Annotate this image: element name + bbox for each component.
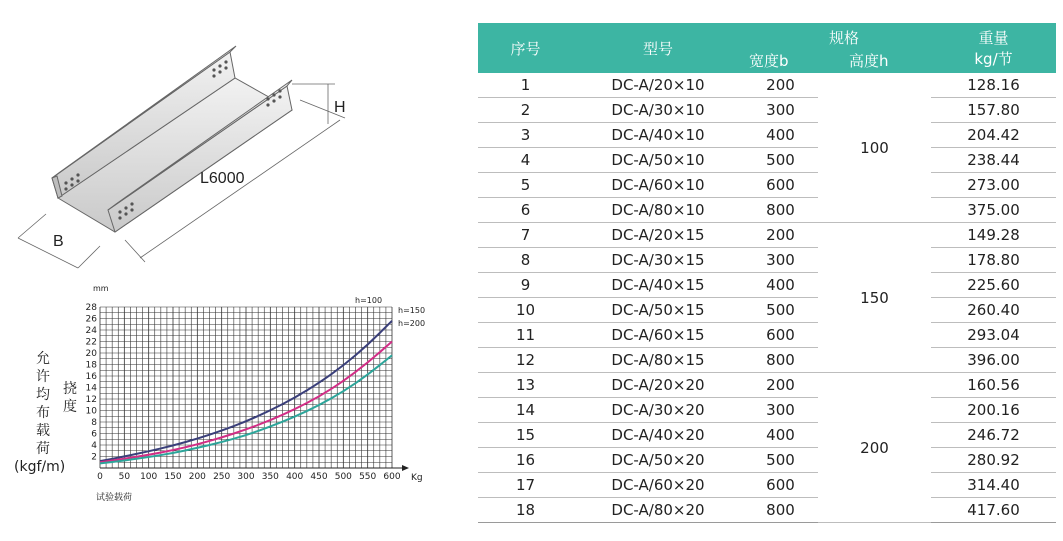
cell-width: 300 xyxy=(743,248,818,273)
dimension-l-label: L6000 xyxy=(200,170,245,187)
x-tick-label: 0 xyxy=(97,472,103,482)
cell-weight: 375.00 xyxy=(931,198,1056,223)
y-tick-label: 8 xyxy=(91,418,97,428)
x-tick-label: 450 xyxy=(310,472,328,482)
x-tick-label: 600 xyxy=(383,472,401,482)
cell-width: 800 xyxy=(743,498,818,523)
cell-index: 14 xyxy=(478,398,573,423)
chart-grid xyxy=(100,307,409,471)
header-weight-unit: kg/节 xyxy=(974,50,1013,68)
cell-model: DC-A/30×20 xyxy=(573,398,743,423)
table-row xyxy=(478,373,1056,398)
y-tick-label: 22 xyxy=(85,337,97,348)
cell-width: 400 xyxy=(743,123,818,148)
x-axis-arrow xyxy=(402,465,409,471)
x-tick-label: 350 xyxy=(261,472,279,482)
y-tick-label: 20 xyxy=(85,349,97,359)
cell-width: 300 xyxy=(743,398,818,423)
table-row xyxy=(478,448,1056,473)
y-tick-label: 10 xyxy=(85,406,97,417)
cell-index: 7 xyxy=(478,223,573,248)
header-spec-group xyxy=(743,23,931,73)
series-label: h=200 xyxy=(398,319,426,328)
cell-model: DC-A/80×10 xyxy=(573,198,743,223)
cell-model: DC-A/50×15 xyxy=(573,298,743,323)
cell-width: 600 xyxy=(743,323,818,348)
header-width: 宽度b xyxy=(749,52,789,70)
x-axis-label: 试验载荷 xyxy=(96,493,133,503)
cell-width: 600 xyxy=(743,473,818,498)
header-index: 序号 xyxy=(478,23,573,73)
cell-width: 200 xyxy=(743,223,818,248)
table-row xyxy=(478,223,1056,248)
cell-model: DC-A/40×10 xyxy=(573,123,743,148)
cell-index: 15 xyxy=(478,423,573,448)
y-tick-label: 26 xyxy=(85,314,97,325)
cell-model: DC-A/60×20 xyxy=(573,473,743,498)
y-tick-label: 28 xyxy=(85,303,97,313)
y-axis-label-right: 挠度 xyxy=(63,381,77,415)
y-tick-label: 6 xyxy=(91,429,97,440)
cell-model: DC-A/20×20 xyxy=(573,373,743,398)
cell-weight: 149.28 xyxy=(931,223,1056,248)
cell-weight: 293.04 xyxy=(931,323,1056,348)
cell-width: 200 xyxy=(743,373,818,398)
x-tick-label: 250 xyxy=(213,472,231,482)
cell-model: DC-A/80×20 xyxy=(573,498,743,523)
y-tick-label: 12 xyxy=(85,395,97,405)
cell-model: DC-A/30×10 xyxy=(573,98,743,123)
cell-height-group: 150 xyxy=(818,223,931,373)
dimension-b-label: B xyxy=(53,233,64,250)
cell-index: 2 xyxy=(478,98,573,123)
tray-body xyxy=(52,46,292,232)
y-axis-label-left: 允许均布载荷(kgf/m) xyxy=(14,351,66,475)
cell-width: 500 xyxy=(743,448,818,473)
cell-index: 16 xyxy=(478,448,573,473)
table-row xyxy=(478,123,1056,148)
cell-weight: 225.60 xyxy=(931,273,1056,298)
table-row xyxy=(478,348,1056,373)
y-tick-label: 24 xyxy=(85,326,97,336)
cell-index: 3 xyxy=(478,123,573,148)
table-row xyxy=(478,298,1056,323)
cell-index: 10 xyxy=(478,298,573,323)
cell-weight: 178.80 xyxy=(931,248,1056,273)
cell-model: DC-A/20×15 xyxy=(573,223,743,248)
x-tick-labels xyxy=(97,472,401,482)
table-row xyxy=(478,498,1056,523)
cell-weight: 273.00 xyxy=(931,173,1056,198)
x-tick-label: 100 xyxy=(140,472,158,482)
cable-tray-drawing xyxy=(0,0,470,290)
cell-weight: 280.92 xyxy=(931,448,1056,473)
dimension-h-label: H xyxy=(334,99,346,116)
cell-model: DC-A/20×10 xyxy=(573,73,743,98)
y-tick-labels xyxy=(86,303,98,463)
table-row xyxy=(478,148,1056,173)
x-tick-label: 500 xyxy=(334,472,352,482)
cell-height-group: 200 xyxy=(818,373,931,523)
series-label: h=100 xyxy=(355,296,383,305)
cell-model: DC-A/80×15 xyxy=(573,348,743,373)
cell-width: 300 xyxy=(743,98,818,123)
y-tick-label: 14 xyxy=(85,383,97,394)
table-row xyxy=(478,398,1056,423)
x-tick-label: 200 xyxy=(188,472,206,482)
cell-weight: 157.80 xyxy=(931,98,1056,123)
table-row xyxy=(478,198,1056,223)
cell-index: 18 xyxy=(478,498,573,523)
cell-index: 5 xyxy=(478,173,573,198)
cell-weight: 246.72 xyxy=(931,423,1056,448)
cell-weight: 160.56 xyxy=(931,373,1056,398)
cell-weight: 204.42 xyxy=(931,123,1056,148)
cell-index: 11 xyxy=(478,323,573,348)
y-tick-label: 18 xyxy=(85,360,97,371)
y-unit-label: mm xyxy=(93,284,109,293)
cell-index: 6 xyxy=(478,198,573,223)
cell-model: DC-A/50×10 xyxy=(573,148,743,173)
cell-index: 12 xyxy=(478,348,573,373)
cell-height-group: 100 xyxy=(818,73,931,223)
cell-model: DC-A/40×15 xyxy=(573,273,743,298)
x-tick-label: 150 xyxy=(164,472,182,482)
deflection-chart xyxy=(0,280,470,541)
header-model: 型号 xyxy=(573,23,743,73)
cell-width: 500 xyxy=(743,298,818,323)
cell-model: DC-A/60×10 xyxy=(573,173,743,198)
y-tick-label: 16 xyxy=(85,372,97,382)
cell-index: 13 xyxy=(478,373,573,398)
header-weight: 重量 xyxy=(978,29,1009,47)
series-label: h=150 xyxy=(398,306,426,315)
x-tick-label: 400 xyxy=(286,472,304,482)
cell-width: 200 xyxy=(743,73,818,98)
cell-width: 800 xyxy=(743,198,818,223)
cell-index: 4 xyxy=(478,148,573,173)
table-header-row xyxy=(478,23,1056,73)
y-tick-label: 4 xyxy=(91,441,97,451)
table-row xyxy=(478,473,1056,498)
cell-width: 600 xyxy=(743,173,818,198)
cell-width: 500 xyxy=(743,148,818,173)
table-row xyxy=(478,248,1056,273)
x-tick-label: 50 xyxy=(118,472,131,482)
cell-width: 800 xyxy=(743,348,818,373)
table-row xyxy=(478,273,1056,298)
cell-width: 400 xyxy=(743,273,818,298)
cell-index: 17 xyxy=(478,473,573,498)
cell-weight: 417.60 xyxy=(931,498,1056,523)
y-tick-label: 2 xyxy=(91,452,97,463)
cell-model: DC-A/60×15 xyxy=(573,323,743,348)
header-height: 高度h xyxy=(849,52,889,70)
table-row xyxy=(478,323,1056,348)
cell-width: 400 xyxy=(743,423,818,448)
table-row xyxy=(478,73,1056,98)
cell-weight: 260.40 xyxy=(931,298,1056,323)
cell-weight: 396.00 xyxy=(931,348,1056,373)
header-weight-group xyxy=(931,23,1056,73)
cell-model: DC-A/50×20 xyxy=(573,448,743,473)
cell-weight: 200.16 xyxy=(931,398,1056,423)
table-row xyxy=(478,423,1056,448)
cell-index: 9 xyxy=(478,273,573,298)
cell-model: DC-A/40×20 xyxy=(573,423,743,448)
spec-table xyxy=(478,23,1056,523)
cell-weight: 128.16 xyxy=(931,73,1056,98)
cell-index: 8 xyxy=(478,248,573,273)
cell-index: 1 xyxy=(478,73,573,98)
table-row xyxy=(478,98,1056,123)
cell-weight: 238.44 xyxy=(931,148,1056,173)
table-row xyxy=(478,173,1056,198)
header-spec: 规格 xyxy=(829,29,860,47)
x-tick-label: 550 xyxy=(359,472,377,482)
x-tick-label: 300 xyxy=(237,472,255,482)
cell-model: DC-A/30×15 xyxy=(573,248,743,273)
cell-weight: 314.40 xyxy=(931,473,1056,498)
x-unit-label: Kg xyxy=(411,473,423,483)
